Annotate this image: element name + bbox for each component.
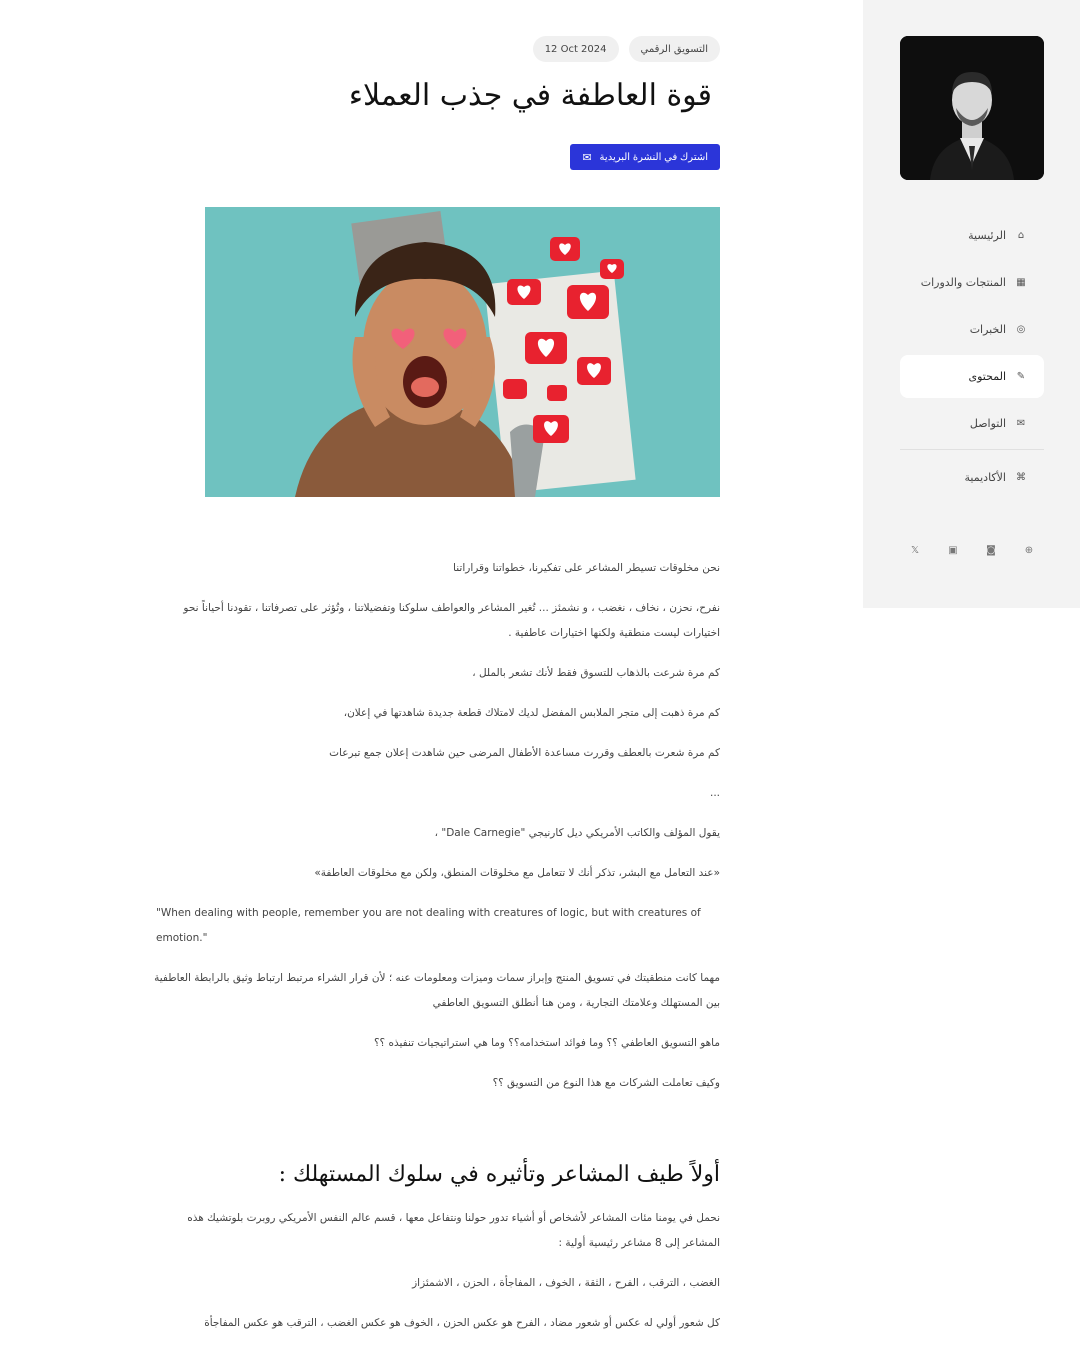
pen-icon: ✎ — [1016, 371, 1026, 382]
grid-icon: ▦ — [1016, 277, 1026, 288]
paragraph: كم مرة ذهبت إلى متجر الملابس المفضل لديك لامتلاك قطعة جديدة شاهدتها في إعلان، — [343, 707, 720, 719]
badge-icon: ◎ — [1016, 324, 1026, 335]
sidebar-item-label: التواصل — [969, 417, 1006, 430]
subscribe-newsletter-button[interactable] — [570, 144, 720, 170]
paragraph: ... — [709, 787, 720, 799]
page-title: قوة العاطفة في جذب العملاء — [348, 78, 712, 113]
paragraph: نحن مخلوقات تسيطر المشاعر على تفكيرنا، خطواتنا وقراراتنا — [453, 562, 720, 574]
sidebar — [863, 0, 1080, 608]
subscribe-label: اشترك في النشرة البريدية — [599, 151, 708, 163]
hero-image — [205, 207, 720, 497]
sidebar-nav — [900, 214, 1044, 503]
sidebar-item-academy[interactable] — [900, 456, 1044, 499]
twitter-icon[interactable]: 𝕏 — [910, 545, 920, 556]
paragraph: الغضب ، الترقب ، الفرح ، الثقة ، الخوف ، المفاجأة ، الحزن ، الاشمئزاز — [412, 1277, 720, 1289]
instagram-icon[interactable]: ◙ — [986, 545, 996, 556]
sidebar-item-label: المنتجات والدورات — [920, 276, 1006, 289]
paragraph: كل شعور أولي له عكس أو شعور مضاد ، الفرح هو عكس الحزن ، الخوف هو عكس الغضب ، الترقب هو عكس المفاجأة — [204, 1317, 720, 1329]
paragraph: يقول المؤلف والكاتب الأمريكي ديل كارنيجي "Dale Carnegie" ، — [434, 827, 720, 839]
sidebar-item-content[interactable] — [900, 355, 1044, 398]
section-heading: أولاً طيف المشاعر وتأثيره في سلوك المستهلك : — [278, 1162, 720, 1187]
post-date: 12 Oct 2024 — [533, 36, 619, 62]
paragraph: وكيف تعاملت الشركات مع هذا النوع من التسويق ؟؟ — [492, 1077, 720, 1089]
sidebar-item-label: الرئيسية — [968, 229, 1006, 242]
paragraph: كم مرة شعرت بالعطف وقررت مساعدة الأطفال المرضى حين شاهدت إعلان جمع تبرعات — [329, 747, 720, 759]
paragraph: كم مرة شرعت بالذهاب للتسوق فقط لأنك تشعر بالملل ، — [472, 667, 720, 679]
paragraph: ماهو التسويق العاطفي ؟؟ وما فوائد استخدامه؟؟ وما هي استراتيجيات تنفيذه ؟؟ — [373, 1037, 720, 1049]
paragraph: مهما كانت منطقيتك في تسويق المنتج وإبراز سمات وميزات ومعلومات عنه ؛ لأن قرار الشراء مرتبط ارتباط وثيق بالرابطة العاطفية بين المستهلك وعلامتك التجارية ، ومن هنا أنطلق التسويق العاطفي — [154, 972, 720, 1009]
mail-icon: ✉ — [1016, 418, 1026, 429]
avatar[interactable] — [900, 36, 1044, 180]
globe-icon[interactable]: ⊕ — [1024, 545, 1034, 556]
sidebar-item-label: الأكاديمية — [964, 471, 1006, 484]
category-badge[interactable]: التسويق الرقمي — [629, 36, 720, 62]
sidebar-item-experience[interactable] — [900, 308, 1044, 351]
quote-english: "When dealing with people, remember you are not dealing with creatures of logic, but with creatures of emotion." — [156, 907, 701, 944]
linkedin-icon[interactable]: ▣ — [948, 545, 958, 556]
nav-divider — [900, 449, 1044, 450]
quote-arabic: «عند التعامل مع البشر، تذكر أنك لا تتعامل مع مخلوقات المنطق، ولكن مع مخلوقات العاطفة» — [314, 867, 720, 879]
sidebar-item-label: الخبرات — [969, 323, 1006, 336]
paragraph: نفرح، نحزن ، نخاف ، نغضب ، و نشمئز ... تُغير المشاعر والعواطف سلوكنا وتفضيلاتنا ، وتُؤثر على تصرفاتنا ، تقودنا أحياناً نحو اختيارات ليست منطقية ولكنها اختيارات عاطفية . — [183, 602, 720, 639]
sidebar-item-contact[interactable] — [900, 402, 1044, 445]
article-body — [150, 556, 720, 1350]
hero-illustration — [205, 207, 720, 497]
sidebar-item-products[interactable] — [900, 261, 1044, 304]
post-meta — [533, 36, 720, 62]
paragraph: نحمل في يومنا مئات المشاعر لأشخاص أو أشياء تدور حولنا ونتفاعل معها ، قسم عالم النفس الأمريكي روبرت بلوتشيك هذه المشاعر إلى 8 مشاعر رئيسية أولية : — [187, 1212, 720, 1249]
author-portrait — [900, 36, 1044, 180]
sidebar-item-home[interactable] — [900, 214, 1044, 257]
home-icon: ⌂ — [1017, 230, 1025, 241]
social-links — [907, 545, 1037, 556]
mail-icon: ✉ — [582, 151, 592, 164]
sidebar-item-label: المحتوى — [968, 370, 1006, 383]
graduation-icon: ⌘ — [1016, 472, 1026, 483]
